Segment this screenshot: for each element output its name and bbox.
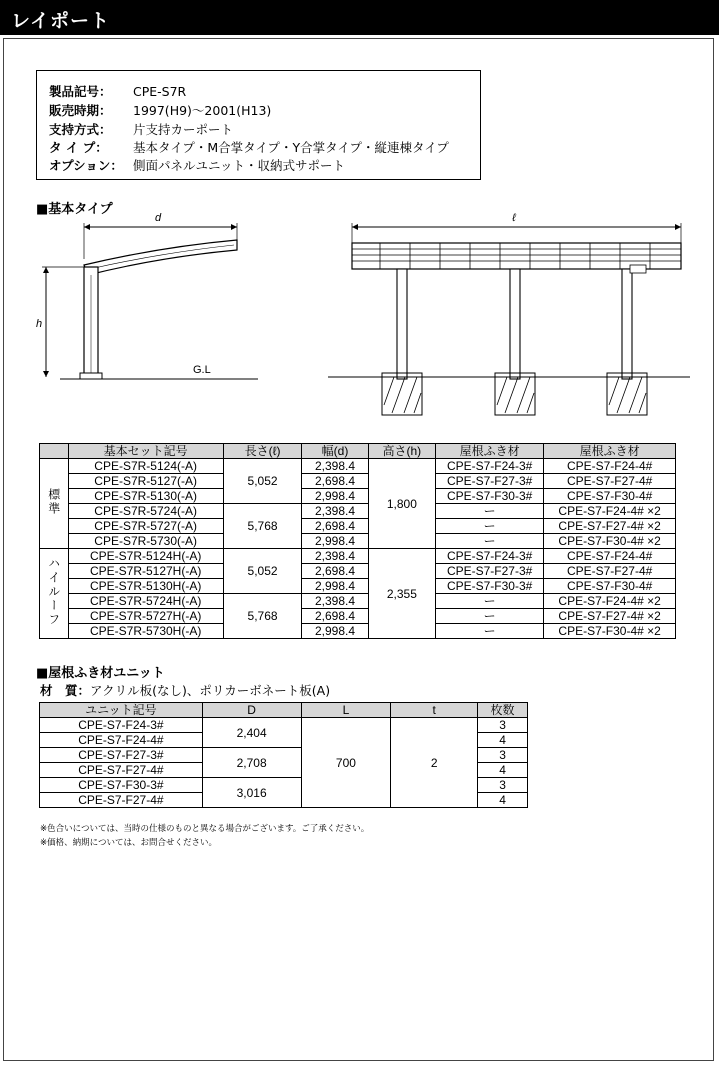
roof1-cell: ー (436, 609, 544, 624)
info-label: タ イ プ： (49, 140, 108, 155)
width-cell: 2,698.4 (302, 474, 368, 489)
length-cell: 5,052 (223, 549, 302, 594)
note-color: ※色合いについては、当時の仕様のものと異なる場合がございます。ご了承ください。 (40, 824, 370, 834)
info-value: 片支持カーポート (133, 122, 234, 137)
group-label-standard: 標準 (40, 459, 69, 549)
roof2-cell: CPE-S7-F24-4# ×2 (544, 594, 676, 609)
info-row-type (49, 138, 449, 156)
header-cell: 長さ(ℓ) (223, 444, 302, 459)
info-value: CPE-S7R (133, 84, 187, 99)
header-cell: 屋根ふき材 (544, 444, 676, 459)
side-view-drawing (36, 212, 258, 379)
info-row-option (49, 156, 345, 174)
table-row (40, 718, 528, 733)
width-cell: 2,998.4 (302, 624, 368, 639)
info-row-code (49, 82, 186, 100)
header-cell: 枚数 (478, 703, 528, 718)
d-cell: 3,016 (202, 778, 301, 808)
table-row (40, 609, 676, 624)
note-price: ※価格、納期については、お問合せください。 (40, 838, 217, 848)
table-row (40, 534, 676, 549)
unit-code-cell: CPE-S7-F27-4# (40, 763, 203, 778)
header-cell: L (301, 703, 391, 718)
table-row (40, 489, 676, 504)
roof2-cell: CPE-S7-F30-4# ×2 (544, 624, 676, 639)
header-cell: 高さ(h) (368, 444, 435, 459)
length-cell: 5,768 (223, 504, 302, 549)
info-value: 基本タイプ・M合掌タイプ・Y合掌タイプ・縦連棟タイプ (133, 140, 449, 155)
width-cell: 2,998.4 (302, 489, 368, 504)
roof-unit-table (39, 702, 528, 808)
width-cell: 2,398.4 (302, 459, 368, 474)
table-row (40, 624, 676, 639)
width-cell: 2,398.4 (302, 594, 368, 609)
count-cell: 4 (478, 733, 528, 748)
page-header (0, 0, 719, 35)
count-cell: 4 (478, 793, 528, 808)
width-cell: 2,998.4 (302, 579, 368, 594)
roof2-cell: CPE-S7-F24-4# (544, 549, 676, 564)
roof2-cell: CPE-S7-F30-4# ×2 (544, 534, 676, 549)
unit-code-cell: CPE-S7-F24-4# (40, 733, 203, 748)
info-label: 製品記号： (49, 84, 112, 99)
roof2-cell: CPE-S7-F24-4# (544, 459, 676, 474)
label-l: ℓ (512, 212, 516, 224)
width-cell: 2,698.4 (302, 609, 368, 624)
roof1-cell: ー (436, 594, 544, 609)
d-cell: 2,708 (202, 748, 301, 778)
roof2-cell: CPE-S7-F30-4# (544, 489, 676, 504)
roof2-cell: CPE-S7-F27-4# ×2 (544, 609, 676, 624)
header-cell: t (391, 703, 478, 718)
page-title: レイポート (11, 10, 111, 32)
code-cell: CPE-S7R-5730H(-A) (68, 624, 223, 639)
length-cell: 5,768 (223, 594, 302, 639)
set-table (39, 443, 676, 639)
header-cell: 基本セット記号 (68, 444, 223, 459)
width-cell: 2,698.4 (302, 519, 368, 534)
width-cell: 2,398.4 (302, 504, 368, 519)
material-value: アクリル板(なし)、ポリカーボネート板(A) (90, 683, 331, 698)
table-row (40, 579, 676, 594)
code-cell: CPE-S7R-5127H(-A) (68, 564, 223, 579)
table-row (40, 564, 676, 579)
info-label: 販売時期： (49, 103, 112, 118)
unit-code-cell: CPE-S7-F27-3# (40, 748, 203, 763)
roof2-cell: CPE-S7-F30-4# (544, 579, 676, 594)
table-row (40, 474, 676, 489)
info-label: オプション： (49, 158, 123, 173)
t-cell: 2 (391, 718, 478, 808)
info-row-period (49, 101, 271, 119)
count-cell: 3 (478, 778, 528, 793)
roof1-cell: CPE-S7-F27-3# (436, 564, 544, 579)
roof1-cell: ー (436, 519, 544, 534)
header-cell: 幅(d) (302, 444, 368, 459)
header-cell: ユニット記号 (40, 703, 203, 718)
table-row (40, 549, 676, 564)
count-cell: 3 (478, 748, 528, 763)
roof1-cell: CPE-S7-F30-3# (436, 579, 544, 594)
material-label: 材 質： (40, 683, 91, 698)
roof1-cell: CPE-S7-F24-3# (436, 459, 544, 474)
info-value: 1997(H9)～2001(H13) (133, 103, 272, 118)
l-cell: 700 (301, 718, 391, 808)
d-cell: 2,404 (202, 718, 301, 748)
front-view-drawing (328, 212, 690, 415)
code-cell: CPE-S7R-5127(-A) (68, 474, 223, 489)
unit-code-cell: CPE-S7-F24-3# (40, 718, 203, 733)
code-cell: CPE-S7R-5130(-A) (68, 489, 223, 504)
unit-code-cell: CPE-S7-F30-3# (40, 778, 203, 793)
table-row (40, 504, 676, 519)
table-row (40, 459, 676, 474)
roof1-cell: ー (436, 624, 544, 639)
header-cell: D (202, 703, 301, 718)
material-line (40, 681, 330, 699)
code-cell: CPE-S7R-5727(-A) (68, 519, 223, 534)
count-cell: 4 (478, 763, 528, 778)
code-cell: CPE-S7R-5124(-A) (68, 459, 223, 474)
roof2-cell: CPE-S7-F27-4# (544, 564, 676, 579)
length-cell: 5,052 (223, 459, 302, 504)
roof1-cell: ー (436, 534, 544, 549)
header-cell (40, 444, 69, 459)
roof2-cell: CPE-S7-F27-4# (544, 474, 676, 489)
code-cell: CPE-S7R-5724(-A) (68, 504, 223, 519)
product-info-box (36, 70, 481, 180)
count-cell: 3 (478, 718, 528, 733)
label-h: h (36, 318, 43, 330)
unit-code-cell: CPE-S7-F27-4# (40, 793, 203, 808)
info-row-support (49, 120, 233, 138)
code-cell: CPE-S7R-5124H(-A) (68, 549, 223, 564)
basic-type-heading: ■基本タイプ (36, 202, 113, 217)
height-cell: 1,800 (368, 459, 435, 549)
width-cell: 2,698.4 (302, 564, 368, 579)
code-cell: CPE-S7R-5727H(-A) (68, 609, 223, 624)
code-cell: CPE-S7R-5730(-A) (68, 534, 223, 549)
width-cell: 2,398.4 (302, 549, 368, 564)
table-header-row (40, 444, 676, 459)
width-cell: 2,998.4 (302, 534, 368, 549)
carport-diagram (0, 205, 719, 425)
info-value: 側面パネルユニット・収納式サポート (133, 158, 346, 173)
table-row (40, 519, 676, 534)
group-label-highroof: ハイルーフ (40, 549, 69, 639)
table-header-row (40, 703, 528, 718)
roof-unit-heading: ■屋根ふき材ユニット (36, 666, 165, 681)
code-cell: CPE-S7R-5724H(-A) (68, 594, 223, 609)
roof2-cell: CPE-S7-F27-4# ×2 (544, 519, 676, 534)
roof1-cell: ー (436, 504, 544, 519)
height-cell: 2,355 (368, 549, 435, 639)
info-label: 支持方式： (49, 122, 112, 137)
label-gl: G.L (193, 364, 211, 376)
code-cell: CPE-S7R-5130H(-A) (68, 579, 223, 594)
roof1-cell: CPE-S7-F30-3# (436, 489, 544, 504)
header-cell: 屋根ふき材 (436, 444, 544, 459)
table-row (40, 594, 676, 609)
roof1-cell: CPE-S7-F27-3# (436, 474, 544, 489)
roof1-cell: CPE-S7-F24-3# (436, 549, 544, 564)
roof2-cell: CPE-S7-F24-4# ×2 (544, 504, 676, 519)
label-d: d (154, 212, 162, 224)
